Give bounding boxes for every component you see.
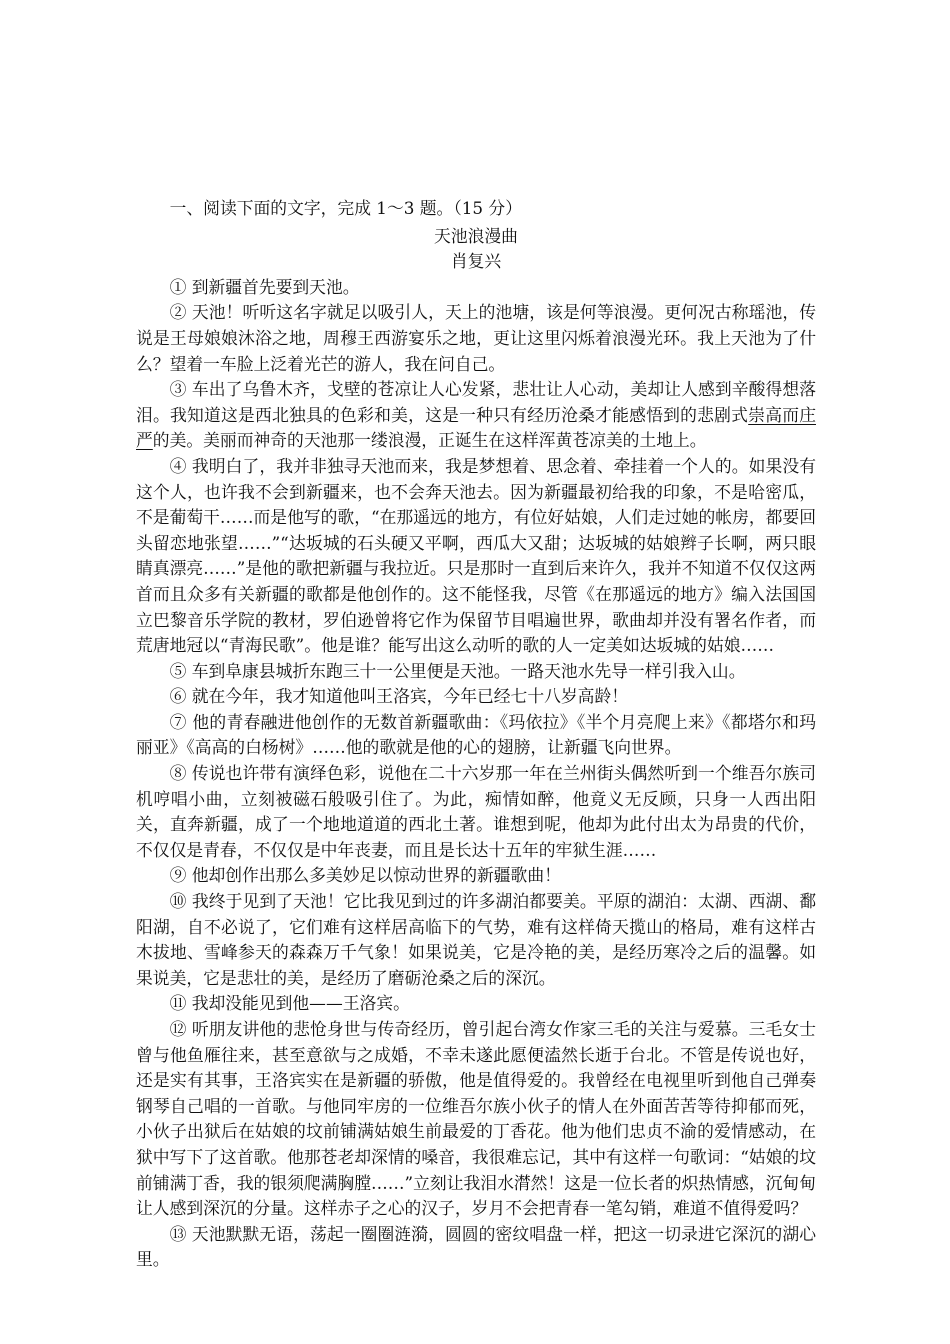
paragraph-4: ④ 我明白了，我并非独寻天池而来，我是梦想着、思念着、牵挂着一个人的。如果没有这个人，也许我不会到新疆来，也不会奔天池去。因为新疆最初给我的印象，不是哈密瓜，不是葡萄干……而是他写的歌，“在那遥远的地方，有位好姑娘，人们走过她的帐房，都要回头留恋地张望……”“达坂城的石头硬又平啊，西瓜大又甜；达坂城的姑娘辫子长啊，两只眼睛真漂亮……”是他的歌把新疆与我拉近。只是那时一直到后来许久，我并不知道不仅仅这两首而且众多有关新疆的歌都是他创作的。这不能怪我，尽管《在那遥远的地方》编入法国国立巴黎音乐学院的教材，罗伯逊曾将它作为保留节目唱遍世界，歌曲却并没有署名作者，而荒唐地冠以“青海民歌”。他是谁？能写出这么动听的歌的人一定美如达坂城的姑娘…… [136, 455, 816, 656]
paragraph-2: ② 天池！听听这名字就足以吸引人，天上的池塘，该是何等浪漫。更何况古称瑶池，传说是王母娘娘沐浴之地，周穆王西游宴乐之地，更让这里闪烁着浪漫光环。我上天池为了什么？望着一车脸上泛着光芒的游人，我在问自己。 [136, 302, 816, 374]
underlined-phrase: 崇高而庄严 [136, 404, 816, 451]
paragraph-13: ⑬ 天池默默无语，荡起一圈圈涟漪，圆圆的密纹唱盘一样，把这一切录进它深沉的湖心里。 [136, 1223, 816, 1270]
paragraph-5: ⑤ 车到阜康县城折东跑三十一公里便是天池。一路天池水先导一样引我入山。 [169, 660, 746, 681]
paragraph-9: ⑨ 他却创作出那么多美妙足以惊动世界的新疆歌曲！ [169, 865, 561, 886]
article-author: 肖复兴 [450, 251, 502, 272]
paragraph-3 [136, 377, 816, 454]
paragraph-11: ⑪ 我却没能见到他——王洛宾。 [169, 993, 410, 1014]
exam-passage [136, 196, 816, 1273]
paragraph-7: ⑦ 他的青春融进他创作的无数首新疆歌曲：《玛依拉》《半个月亮爬上来》《都塔尔和玛丽亚》《高高的白杨树》……他的歌就是他的心的翅膀，让新疆飞向世界。 [136, 711, 816, 758]
paragraph-3-text-b: 的美。美丽而神奇的天池那一缕浪漫，正诞生在这样浑黄苍凉美的土地上。 [152, 430, 707, 451]
article-title: 天池浪漫曲 [434, 225, 518, 246]
paragraph-10: ⑩ 我终于见到了天池！它比我见到过的许多湖泊都要美。平原的湖泊：太湖、西湖、鄱阳湖，自不必说了，它们难有这样居高临下的气势，难有这样倚天揽山的格局，难有这样古木拔地、雪峰参天的森森万千气象！如果说美，它是冷艳的美，是经历寒冷之后的温馨。如果说美，它是悲壮的美，是经历了磨砺沧桑之后的深沉。 [136, 891, 816, 988]
paragraph-6: ⑥ 就在今年，我才知道他叫王洛宾，今年已经七十八岁高龄！ [169, 686, 629, 707]
paragraph-12: ⑫ 听朋友讲他的悲怆身世与传奇经历，曾引起台湾女作家三毛的关注与爱慕。三毛女士曾与他鱼雁往来，甚至意欲与之成婚，不幸未遂此愿便溘然长逝于台北。不管是传说也好，还是实有其事，王洛宾实在是新疆的骄傲，他是值得爱的。我曾经在电视里听到他自己弹奏钢琴自己唱的一首歌。与他同牢房的一位维吾尔族小伙子的情人在外面苦苦等待抑郁而死，小伙子出狱后在姑娘的坟前铺满姑娘生前最爱的丁香花。他为他们忠贞不渝的爱情感动，在狱中写下了这首歌。他那苍老却深情的嗓音，我很难忘记，其中有这样一句歌词：“姑娘的坟前铺满丁香，我的银须爬满胸膛……”立刻让我泪水潸然！这是一位长者的炽热情感，沉甸甸让人感到深沉的分量。这样赤子之心的汉子，岁月不会把青春一笔勾销，难道不值得爱吗？ [136, 1019, 816, 1219]
question-heading: 一、阅读下面的文字，完成 1～3 题。（15 分） [169, 198, 522, 218]
paragraph-3-text-a: ③ 车出了乌鲁木齐，戈壁的苍凉让人心发紧，悲壮让人心动，美却让人感到辛酸得想落泪。我知道这是西北独具的色彩和美，这是一种只有经历沧桑才能感悟到的悲剧式 [136, 379, 816, 425]
paragraph-1: ① 到新疆首先要到天池。 [169, 276, 360, 297]
paragraph-8: ⑧ 传说也许带有演绎色彩，说他在二十六岁那一年在兰州街头偶然听到一个维吾尔族司机哼唱小曲，立刻被磁石般吸引住了。为此，痴情如醉，他竟义无反顾，只身一人西出阳关，直奔新疆，成了一个地地道道的西北土著。谁想到呢，他却为此付出太为昂贵的代价，不仅仅是青春，不仅仅是中年丧妻，而且是长达十五年的牢狱生涯…… [136, 763, 816, 860]
